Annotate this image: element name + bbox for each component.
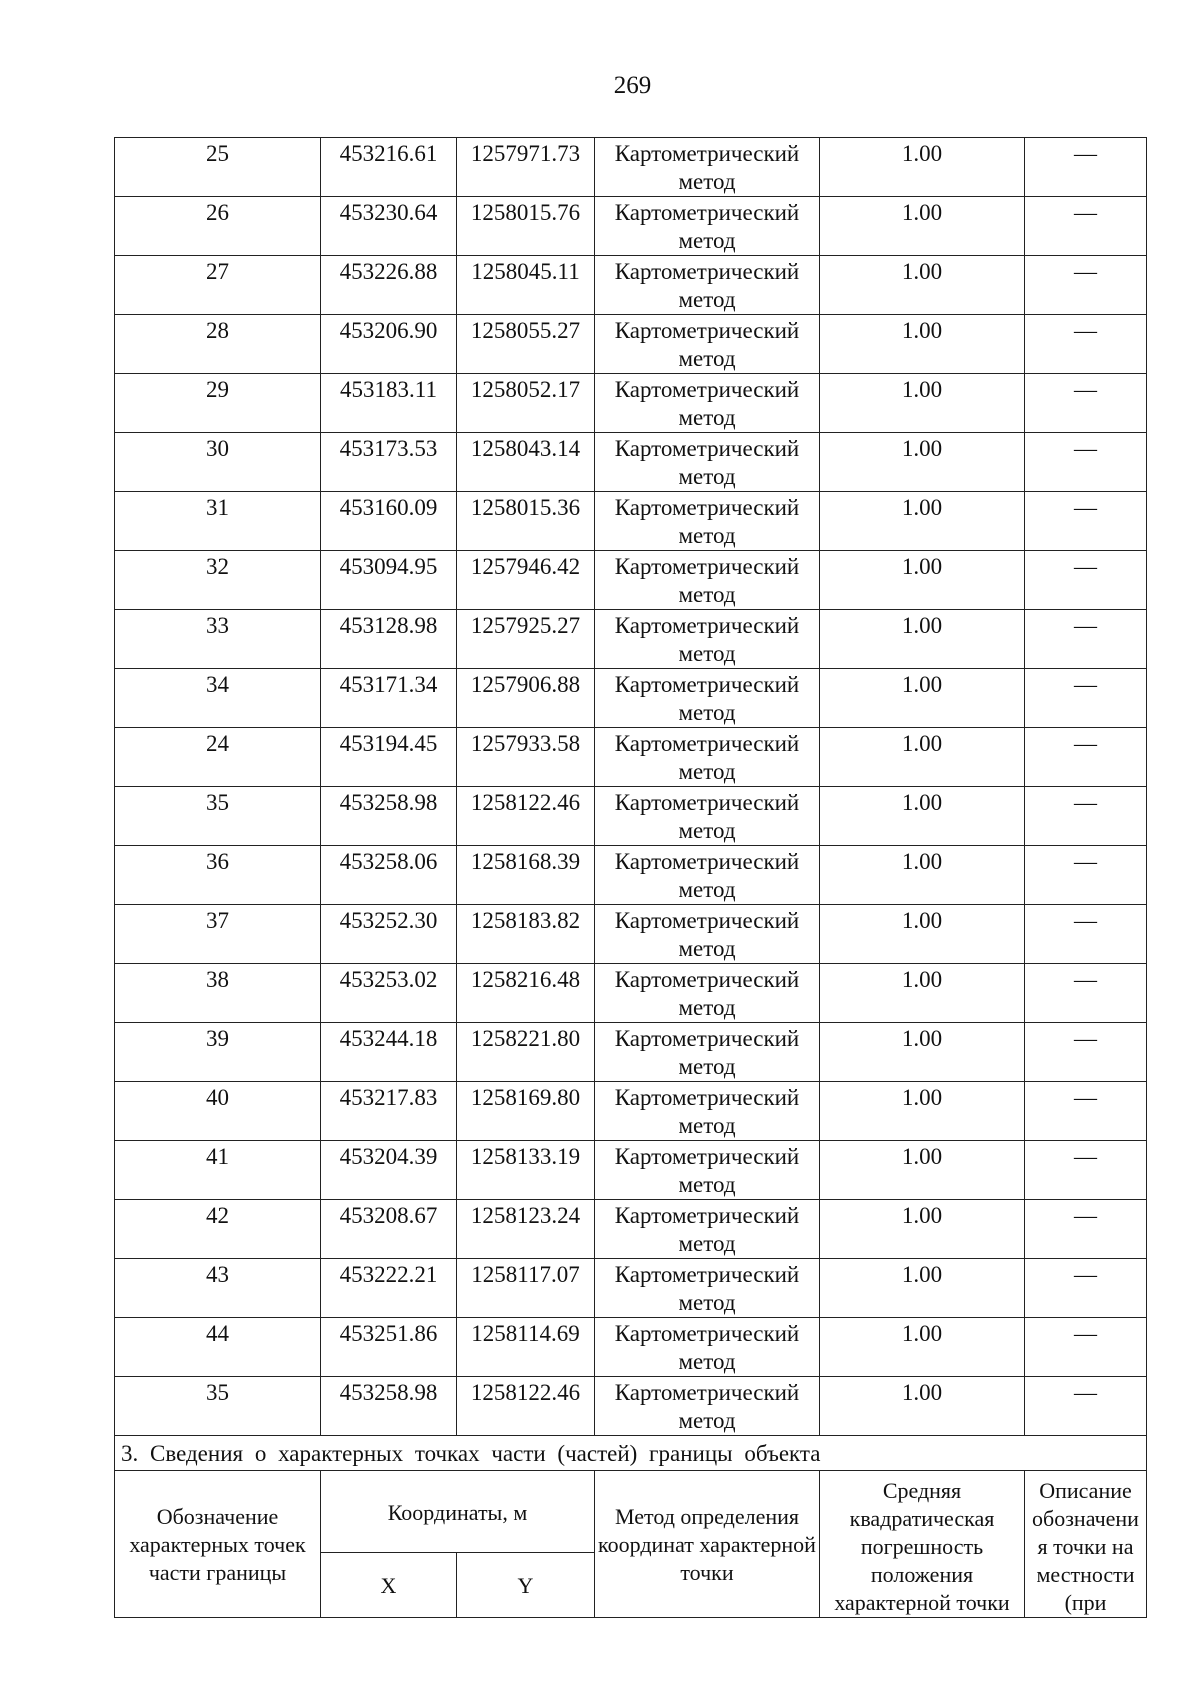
table-row — [115, 905, 1147, 964]
description-cell: — — [1025, 964, 1147, 1023]
table-row — [115, 728, 1147, 787]
y-coordinate-cell: 1258117.07 — [457, 1259, 595, 1318]
description-cell: — — [1025, 787, 1147, 846]
method-cell: Картометрический метод — [595, 315, 820, 374]
header-error: Средняя квадратическая погрешность положения характерной точки — [820, 1471, 1025, 1618]
header-y: Y — [457, 1553, 595, 1618]
error-cell: 1.00 — [820, 846, 1025, 905]
x-coordinate-cell: 453258.06 — [321, 846, 457, 905]
y-coordinate-cell: 1257971.73 — [457, 138, 595, 197]
description-cell: — — [1025, 551, 1147, 610]
point-cell: 34 — [115, 669, 321, 728]
method-cell: Картометрический метод — [595, 905, 820, 964]
table-row — [115, 1141, 1147, 1200]
y-coordinate-cell: 1258043.14 — [457, 433, 595, 492]
table-row — [115, 1082, 1147, 1141]
table-body — [115, 138, 1147, 1436]
method-cell: Картометрический метод — [595, 1318, 820, 1377]
table-row — [115, 1023, 1147, 1082]
description-cell: — — [1025, 433, 1147, 492]
x-coordinate-cell: 453173.53 — [321, 433, 457, 492]
point-cell: 42 — [115, 1200, 321, 1259]
x-coordinate-cell: 453217.83 — [321, 1082, 457, 1141]
table-row — [115, 1377, 1147, 1436]
description-cell: — — [1025, 1023, 1147, 1082]
header-point: Обозначение характерных точек части границы — [115, 1471, 321, 1618]
point-cell: 37 — [115, 905, 321, 964]
error-cell: 1.00 — [820, 787, 1025, 846]
section-3-title: 3. Сведения о характерных точках части (частей) границы объекта — [115, 1436, 1147, 1471]
description-cell: — — [1025, 728, 1147, 787]
table-row — [115, 846, 1147, 905]
y-coordinate-cell: 1257925.27 — [457, 610, 595, 669]
error-cell: 1.00 — [820, 1377, 1025, 1436]
header-method: Метод определения координат характерной точки — [595, 1471, 820, 1618]
description-cell: — — [1025, 374, 1147, 433]
table-row — [115, 787, 1147, 846]
description-cell: — — [1025, 1141, 1147, 1200]
table-row — [115, 669, 1147, 728]
table-row — [115, 433, 1147, 492]
table-row — [115, 551, 1147, 610]
description-cell: — — [1025, 256, 1147, 315]
method-cell: Картометрический метод — [595, 256, 820, 315]
method-cell: Картометрический метод — [595, 433, 820, 492]
table-row — [115, 197, 1147, 256]
table-row — [115, 1318, 1147, 1377]
x-coordinate-cell: 453216.61 — [321, 138, 457, 197]
description-cell: — — [1025, 1377, 1147, 1436]
x-coordinate-cell: 453094.95 — [321, 551, 457, 610]
error-cell: 1.00 — [820, 315, 1025, 374]
error-cell: 1.00 — [820, 905, 1025, 964]
description-cell: — — [1025, 1318, 1147, 1377]
description-cell: — — [1025, 492, 1147, 551]
error-cell: 1.00 — [820, 1318, 1025, 1377]
error-cell: 1.00 — [820, 138, 1025, 197]
error-cell: 1.00 — [820, 492, 1025, 551]
point-cell: 28 — [115, 315, 321, 374]
method-cell: Картометрический метод — [595, 374, 820, 433]
method-cell: Картометрический метод — [595, 197, 820, 256]
y-coordinate-cell: 1258168.39 — [457, 846, 595, 905]
point-cell: 39 — [115, 1023, 321, 1082]
table-row — [115, 1259, 1147, 1318]
y-coordinate-cell: 1258216.48 — [457, 964, 595, 1023]
x-coordinate-cell: 453258.98 — [321, 1377, 457, 1436]
error-cell: 1.00 — [820, 964, 1025, 1023]
error-cell: 1.00 — [820, 669, 1025, 728]
point-cell: 35 — [115, 787, 321, 846]
error-cell: 1.00 — [820, 1259, 1025, 1318]
description-cell: — — [1025, 1082, 1147, 1141]
error-cell: 1.00 — [820, 1082, 1025, 1141]
table-row — [115, 610, 1147, 669]
x-coordinate-cell: 453128.98 — [321, 610, 457, 669]
x-coordinate-cell: 453208.67 — [321, 1200, 457, 1259]
method-cell: Картометрический метод — [595, 846, 820, 905]
y-coordinate-cell: 1258015.76 — [457, 197, 595, 256]
point-cell: 41 — [115, 1141, 321, 1200]
method-cell: Картометрический метод — [595, 610, 820, 669]
y-coordinate-cell: 1258123.24 — [457, 1200, 595, 1259]
error-cell: 1.00 — [820, 1023, 1025, 1082]
x-coordinate-cell: 453244.18 — [321, 1023, 457, 1082]
x-coordinate-cell: 453251.86 — [321, 1318, 457, 1377]
x-coordinate-cell: 453252.30 — [321, 905, 457, 964]
method-cell: Картометрический метод — [595, 138, 820, 197]
point-cell: 40 — [115, 1082, 321, 1141]
error-cell: 1.00 — [820, 728, 1025, 787]
method-cell: Картометрический метод — [595, 1259, 820, 1318]
x-coordinate-cell: 453222.21 — [321, 1259, 457, 1318]
table-row — [115, 492, 1147, 551]
method-cell: Картометрический метод — [595, 669, 820, 728]
description-cell: — — [1025, 846, 1147, 905]
header-description: Описание обозначени я точки на местности (при — [1025, 1471, 1147, 1618]
y-coordinate-cell: 1258122.46 — [457, 787, 595, 846]
point-cell: 25 — [115, 138, 321, 197]
point-cell: 31 — [115, 492, 321, 551]
y-coordinate-cell: 1258133.19 — [457, 1141, 595, 1200]
x-coordinate-cell: 453258.98 — [321, 787, 457, 846]
point-cell: 33 — [115, 610, 321, 669]
error-cell: 1.00 — [820, 551, 1025, 610]
point-cell: 27 — [115, 256, 321, 315]
x-coordinate-cell: 453253.02 — [321, 964, 457, 1023]
description-cell: — — [1025, 315, 1147, 374]
x-coordinate-cell: 453204.39 — [321, 1141, 457, 1200]
y-coordinate-cell: 1258055.27 — [457, 315, 595, 374]
y-coordinate-cell: 1258052.17 — [457, 374, 595, 433]
y-coordinate-cell: 1258015.36 — [457, 492, 595, 551]
page-number: 269 — [613, 72, 652, 99]
boundary-points-table — [114, 137, 1147, 1618]
error-cell: 1.00 — [820, 610, 1025, 669]
error-cell: 1.00 — [820, 256, 1025, 315]
x-coordinate-cell: 453171.34 — [321, 669, 457, 728]
method-cell: Картометрический метод — [595, 728, 820, 787]
table-row — [115, 315, 1147, 374]
method-cell: Картометрический метод — [595, 787, 820, 846]
y-coordinate-cell: 1258114.69 — [457, 1318, 595, 1377]
description-cell: — — [1025, 610, 1147, 669]
y-coordinate-cell: 1257946.42 — [457, 551, 595, 610]
y-coordinate-cell: 1258169.80 — [457, 1082, 595, 1141]
table-row — [115, 374, 1147, 433]
y-coordinate-cell: 1258221.80 — [457, 1023, 595, 1082]
table-row — [115, 138, 1147, 197]
point-cell: 30 — [115, 433, 321, 492]
point-cell: 36 — [115, 846, 321, 905]
point-cell: 38 — [115, 964, 321, 1023]
x-coordinate-cell: 453206.90 — [321, 315, 457, 374]
y-coordinate-cell: 1257906.88 — [457, 669, 595, 728]
description-cell: — — [1025, 138, 1147, 197]
point-cell: 44 — [115, 1318, 321, 1377]
point-cell: 26 — [115, 197, 321, 256]
header-coordinates: Координаты, м — [321, 1471, 595, 1553]
description-cell: — — [1025, 1200, 1147, 1259]
y-coordinate-cell: 1258183.82 — [457, 905, 595, 964]
header-x: X — [321, 1553, 457, 1618]
point-cell: 29 — [115, 374, 321, 433]
description-cell: — — [1025, 669, 1147, 728]
table-row — [115, 964, 1147, 1023]
method-cell: Картометрический метод — [595, 964, 820, 1023]
x-coordinate-cell: 453230.64 — [321, 197, 457, 256]
method-cell: Картометрический метод — [595, 1141, 820, 1200]
method-cell: Картометрический метод — [595, 1200, 820, 1259]
y-coordinate-cell: 1257933.58 — [457, 728, 595, 787]
table-row — [115, 1200, 1147, 1259]
method-cell: Картометрический метод — [595, 1023, 820, 1082]
description-cell: — — [1025, 197, 1147, 256]
x-coordinate-cell: 453226.88 — [321, 256, 457, 315]
error-cell: 1.00 — [820, 374, 1025, 433]
x-coordinate-cell: 453194.45 — [321, 728, 457, 787]
point-cell: 35 — [115, 1377, 321, 1436]
description-cell: — — [1025, 1259, 1147, 1318]
error-cell: 1.00 — [820, 433, 1025, 492]
point-cell: 43 — [115, 1259, 321, 1318]
x-coordinate-cell: 453160.09 — [321, 492, 457, 551]
error-cell: 1.00 — [820, 1141, 1025, 1200]
table-row — [115, 256, 1147, 315]
y-coordinate-cell: 1258045.11 — [457, 256, 595, 315]
method-cell: Картометрический метод — [595, 1082, 820, 1141]
point-cell: 24 — [115, 728, 321, 787]
error-cell: 1.00 — [820, 197, 1025, 256]
error-cell: 1.00 — [820, 1200, 1025, 1259]
point-cell: 32 — [115, 551, 321, 610]
x-coordinate-cell: 453183.11 — [321, 374, 457, 433]
method-cell: Картометрический метод — [595, 551, 820, 610]
method-cell: Картометрический метод — [595, 492, 820, 551]
y-coordinate-cell: 1258122.46 — [457, 1377, 595, 1436]
method-cell: Картометрический метод — [595, 1377, 820, 1436]
description-cell: — — [1025, 905, 1147, 964]
